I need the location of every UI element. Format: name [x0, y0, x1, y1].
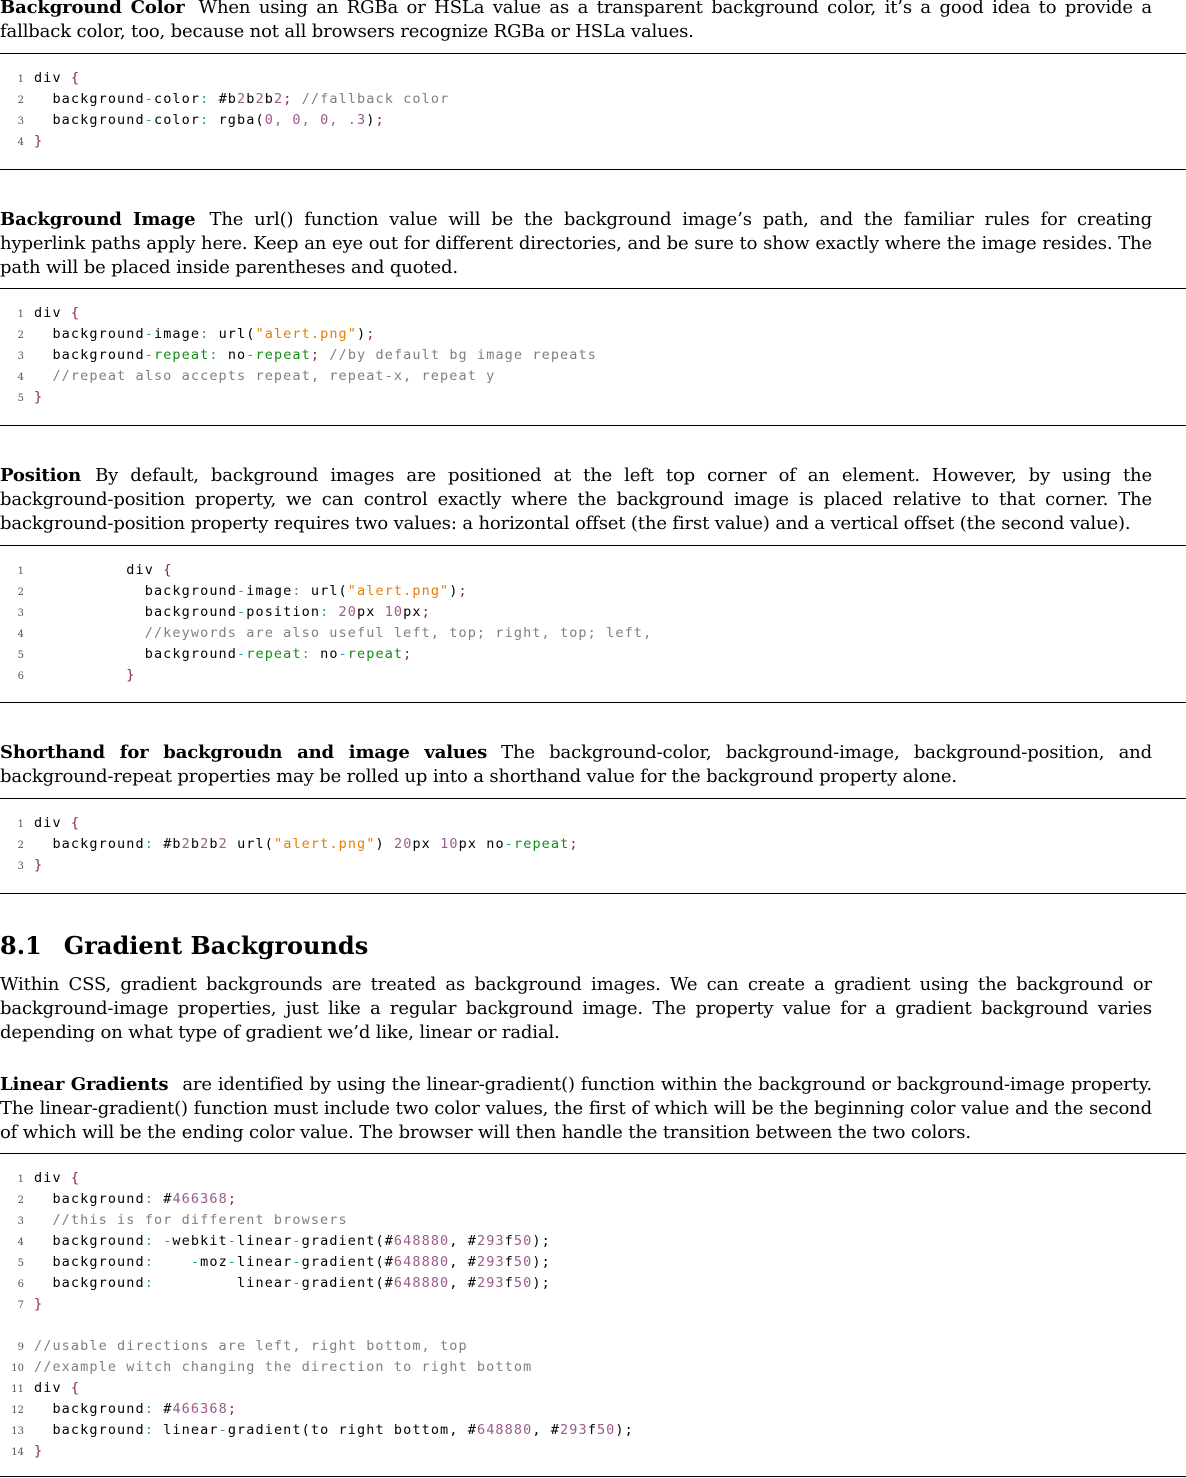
line-number: 2 [17, 330, 24, 341]
code-token: background [34, 1275, 145, 1291]
code-token: //usable directions are left, right bottom, top [34, 1338, 468, 1354]
code-line [0, 1315, 1186, 1336]
code-token: 50 [513, 1254, 533, 1270]
code-line [0, 1231, 1186, 1252]
code-token: - [144, 347, 154, 363]
code-token: //repeat also accepts repeat, repeat-x, repeat y [34, 368, 496, 384]
code-token: f [504, 1233, 514, 1249]
code-token: div [34, 1380, 71, 1396]
code-token: - [292, 1233, 302, 1249]
code-rule-bottom [0, 425, 1186, 426]
section-title: Gradient Backgrounds [63, 931, 369, 960]
code-token: : [320, 604, 339, 620]
code-rule-top [0, 53, 1186, 54]
code-line [0, 581, 1186, 602]
line-number: 13 [11, 1426, 24, 1437]
code-token: f [587, 1422, 597, 1438]
code-token: - [237, 583, 247, 599]
line-number: 7 [17, 1300, 24, 1311]
code-token: background [34, 583, 238, 599]
line-number: 3 [17, 1216, 24, 1227]
code-token: : [144, 1401, 164, 1417]
code-token: url( [310, 583, 348, 599]
code-token: background [34, 1401, 145, 1417]
line-number: 5 [17, 650, 24, 661]
code-line [0, 1189, 1186, 1210]
code-token: - [227, 1254, 238, 1270]
code-token: ; [421, 604, 431, 620]
linear-gradients-paragraph [0, 1073, 1152, 1145]
code-token: } [34, 133, 44, 149]
code-token: { [70, 1380, 81, 1396]
code-rule-top [0, 798, 1186, 799]
code-token: repeat [255, 347, 311, 363]
line-number: 3 [17, 116, 24, 127]
code-token: 2 [273, 91, 284, 107]
code-token: url( [218, 326, 256, 342]
code-line [0, 1252, 1186, 1273]
code-token: 50 [513, 1275, 533, 1291]
code-line [0, 345, 1186, 366]
code-token: px no [458, 836, 505, 852]
code-token: repeat [347, 646, 404, 662]
code-token: } [34, 1296, 44, 1312]
code-token: - [237, 604, 247, 620]
code-token: f [504, 1275, 514, 1291]
section-heading [0, 930, 368, 962]
code-token: } [34, 667, 136, 683]
position-paragraph [0, 464, 1152, 536]
code-token: : [301, 646, 321, 662]
code-line [0, 644, 1186, 665]
code-token: ) [449, 583, 459, 599]
code-listing [0, 303, 1186, 408]
code-rule-top [0, 288, 1186, 289]
code-token: : [200, 326, 219, 342]
line-number: 2 [17, 587, 24, 598]
code-line [0, 1168, 1186, 1189]
line-number: 1 [17, 309, 24, 320]
code-line [0, 303, 1186, 324]
code-rule-top [0, 1153, 1186, 1154]
paragraph-heading: Shorthand for backgroudn and image values [0, 742, 488, 763]
code-token: px [403, 604, 422, 620]
code-token: gradient(# [301, 1254, 394, 1270]
code-token: : [209, 347, 228, 363]
code-token: ; [569, 836, 579, 852]
code-token: - [218, 1422, 228, 1438]
code-token: 648880 [393, 1275, 450, 1291]
code-token: 0, 0, 0, .3 [264, 112, 367, 128]
code-token: background [34, 604, 238, 620]
code-token: repeat [153, 347, 210, 363]
line-number: 1 [17, 74, 24, 85]
code-token: : [200, 91, 219, 107]
code-token: 293 [476, 1254, 505, 1270]
code-token: : [144, 1422, 164, 1438]
line-number: 4 [17, 629, 24, 640]
code-token: : [144, 836, 164, 852]
code-token: # [163, 1191, 173, 1207]
code-line [0, 560, 1186, 581]
code-token: background [34, 1254, 145, 1270]
code-token: position [246, 604, 321, 620]
code-line [0, 1420, 1186, 1441]
code-token: background [34, 1233, 145, 1249]
code-line [0, 1336, 1186, 1357]
line-number: 4 [17, 137, 24, 148]
code-token: , # [449, 1275, 477, 1291]
background-color-paragraph [0, 0, 1152, 44]
line-number: 5 [17, 1258, 24, 1269]
code-token: ; [403, 646, 413, 662]
code-token: linear [237, 1233, 293, 1249]
code-listing [0, 1168, 1186, 1462]
code-token: div [34, 815, 71, 831]
code-token: 10 [440, 836, 459, 852]
code-listing [0, 813, 1186, 876]
code-rule-bottom [0, 169, 1186, 170]
line-number: 2 [17, 1195, 24, 1206]
code-token: 2 [237, 91, 247, 107]
line-number: 1 [17, 819, 24, 830]
code-token: ; [283, 91, 302, 107]
code-token: ) [375, 836, 394, 852]
code-rule-bottom [0, 702, 1186, 703]
code-token: 20 [338, 604, 358, 620]
line-number: 11 [11, 1384, 24, 1395]
paragraph-body: are identified by using the linear-gradient() function within the background or background-image property. The linear-gradient() function must include two color values, the first of which will be the beginning color value and the second of which will be the ending color value. The browser will then handle the transition between the two colors. [0, 1074, 1152, 1143]
paragraph-body: When using an RGBa or HSLa value as a transparent background color, it’s a good idea to provide a fallback color, too, because not all browsers recognize RGBa or HSLa values. [0, 0, 1152, 42]
code-token: : [292, 583, 311, 599]
code-token: //keywords are also useful left, top; right, top; left, [34, 625, 653, 641]
code-line [0, 89, 1186, 110]
code-token: 293 [476, 1275, 505, 1291]
code-token: ); [532, 1254, 551, 1270]
code-token: #b [163, 836, 182, 852]
code-token: - [237, 646, 247, 662]
code-token: #b [218, 91, 238, 107]
code-line [0, 1378, 1186, 1399]
line-number: 6 [17, 1279, 24, 1290]
code-line [0, 855, 1186, 876]
code-token: url( [237, 836, 274, 852]
code-token: div [34, 70, 71, 86]
code-token: div [34, 305, 71, 321]
code-token: 50 [513, 1233, 533, 1249]
code-token: background [34, 836, 145, 852]
code-token: px [357, 604, 385, 620]
code-token: } [34, 857, 44, 873]
code-token: background [34, 347, 145, 363]
code-token: moz [200, 1254, 228, 1270]
code-token: # [163, 1401, 173, 1417]
code-token: ; [310, 347, 330, 363]
code-token: div [34, 562, 164, 578]
code-token: - [144, 91, 154, 107]
code-token: //example witch changing the direction to right bottom [34, 1359, 533, 1375]
code-token: - [144, 112, 154, 128]
line-number: 1 [17, 566, 24, 577]
code-token: background [34, 1191, 145, 1207]
code-token: : [144, 1275, 238, 1291]
code-token: b [264, 91, 274, 107]
paragraph-body: The url() function value will be the background image’s path, and the familiar rules for creating hyperlink paths apply here. Keep an eye out for different directories, and be sure to show exactly where the image resides. The path will be placed inside parentheses and quoted. [0, 209, 1152, 278]
section-number: 8.1 [0, 931, 42, 960]
code-line [0, 387, 1186, 408]
code-token: repeat [513, 836, 570, 852]
line-number: 5 [17, 393, 24, 404]
code-token: ) [366, 112, 376, 128]
code-token: color [153, 91, 201, 107]
code-token: no [320, 646, 339, 662]
code-token: ; [458, 583, 468, 599]
code-token: - [338, 646, 348, 662]
code-line [0, 110, 1186, 131]
code-token: ); [532, 1275, 551, 1291]
code-token: { [70, 815, 81, 831]
code-line [0, 665, 1186, 686]
code-token: linear [163, 1422, 219, 1438]
code-token: : [200, 112, 219, 128]
code-line [0, 1357, 1186, 1378]
line-number: 9 [17, 1342, 24, 1353]
code-token: ); [532, 1233, 551, 1249]
code-token: background [34, 1422, 145, 1438]
code-token: div [34, 1170, 71, 1186]
code-rule-bottom [0, 1476, 1186, 1477]
code-token: { [70, 305, 81, 321]
code-token: ; [227, 1191, 238, 1207]
code-line [0, 324, 1186, 345]
code-token: ); [615, 1422, 634, 1438]
code-token: 648880 [393, 1254, 450, 1270]
paragraph-body: The background-color, background-image, background-position, and background-repeat properties may be rolled up into a shorthand value for the background property alone. [0, 742, 1152, 787]
code-token: b [246, 91, 256, 107]
code-token: px [412, 836, 441, 852]
line-number: 3 [17, 351, 24, 362]
code-line [0, 623, 1186, 644]
code-token: linear [237, 1254, 293, 1270]
code-token: { [70, 70, 81, 86]
code-token: b [209, 836, 219, 852]
code-token: background [34, 326, 145, 342]
paragraph-heading: Background Color [0, 0, 185, 18]
code-line [0, 366, 1186, 387]
code-token: 2 [181, 836, 191, 852]
line-number: 2 [17, 840, 24, 851]
code-token: 648880 [393, 1233, 450, 1249]
code-token: "alert.png" [347, 583, 450, 599]
paragraph-heading: Linear Gradients [0, 1074, 169, 1095]
code-token: 20 [393, 836, 413, 852]
code-line [0, 1294, 1186, 1315]
code-token: 648880 [476, 1422, 533, 1438]
paragraph-heading: Background Image [0, 209, 196, 230]
code-token: image [246, 583, 293, 599]
code-token: ; [375, 112, 385, 128]
code-token: 466368 [172, 1191, 228, 1207]
code-token: repeat [246, 646, 302, 662]
line-number: 14 [11, 1447, 24, 1458]
code-token: : [144, 1191, 164, 1207]
line-number: 3 [17, 608, 24, 619]
code-token: , # [449, 1233, 477, 1249]
code-token: 466368 [172, 1401, 228, 1417]
code-token: background [34, 112, 145, 128]
code-token: "alert.png" [274, 836, 376, 852]
code-token: , # [532, 1422, 561, 1438]
line-number: 6 [17, 671, 24, 682]
code-line [0, 1441, 1186, 1462]
code-line [0, 131, 1186, 152]
code-token: rgba( [218, 112, 265, 128]
code-token: - [504, 836, 514, 852]
background-image-paragraph [0, 208, 1152, 280]
code-token: //this is for different browsers [34, 1212, 348, 1228]
code-line [0, 68, 1186, 89]
code-token: 2 [255, 91, 265, 107]
code-token: gradient(to right bottom, # [227, 1422, 477, 1438]
code-token: } [34, 389, 44, 405]
code-listing [0, 560, 1186, 686]
code-token: f [504, 1254, 514, 1270]
code-token: 50 [596, 1422, 616, 1438]
code-token: - [292, 1254, 302, 1270]
code-listing [0, 68, 1186, 152]
code-token: color [153, 112, 201, 128]
code-token: linear [237, 1275, 293, 1291]
code-token: 2 [200, 836, 210, 852]
line-number: 4 [17, 1237, 24, 1248]
code-token: - [292, 1275, 302, 1291]
code-rule-top [0, 545, 1186, 546]
line-number: 3 [17, 861, 24, 872]
code-line [0, 602, 1186, 623]
code-token: background [34, 646, 238, 662]
code-token: b [190, 836, 201, 852]
code-token: { [70, 1170, 81, 1186]
code-token: webkit [172, 1233, 228, 1249]
paragraph-heading: Position [0, 465, 82, 486]
code-token: gradient(# [301, 1233, 394, 1249]
code-token: //fallback color [301, 91, 450, 107]
code-token: image [153, 326, 201, 342]
code-token: 293 [560, 1422, 588, 1438]
line-number: 2 [17, 95, 24, 106]
line-number: 12 [11, 1405, 24, 1416]
shorthand-paragraph [0, 741, 1152, 789]
code-token: } [34, 1443, 44, 1459]
code-token: , # [449, 1254, 477, 1270]
code-token: { [163, 562, 173, 578]
code-line [0, 1273, 1186, 1294]
paragraph-body: By default, background images are positioned at the left top corner of an element. However, by using the background-position property, we can control exactly where the background image is placed relative to that corner. The background-position property requires two values: a horizontal offset (the first value) and a vertical offset (the second value). [0, 465, 1152, 534]
code-token: "alert.png" [255, 326, 358, 342]
code-token: gradient(# [301, 1275, 394, 1291]
code-token: ; [366, 326, 376, 342]
code-line [0, 834, 1186, 855]
code-token: background [34, 91, 145, 107]
code-line [0, 813, 1186, 834]
code-token: ) [357, 326, 367, 342]
line-number: 4 [17, 372, 24, 383]
code-token: no [227, 347, 247, 363]
gradient-intro-paragraph: Within CSS, gradient backgrounds are treated as background images. We can create a gradient using the background or background-image properties, just like a regular background image. The property value for a gradient background varies depending on what type of gradient we’d like, linear or radial. [0, 974, 1152, 1043]
code-line [0, 1399, 1186, 1420]
code-token: - [227, 1233, 238, 1249]
code-token: 10 [384, 604, 404, 620]
code-token: 293 [476, 1233, 505, 1249]
code-line [0, 1210, 1186, 1231]
line-number: 10 [11, 1363, 24, 1374]
code-token: 2 [218, 836, 238, 852]
code-token: : - [144, 1254, 201, 1270]
code-rule-bottom [0, 893, 1186, 894]
code-token: - [246, 347, 256, 363]
code-token: //by default bg image repeats [329, 347, 597, 363]
line-number: 1 [17, 1174, 24, 1185]
code-token: ; [227, 1401, 238, 1417]
code-token: - [144, 326, 154, 342]
code-token: : - [144, 1233, 173, 1249]
